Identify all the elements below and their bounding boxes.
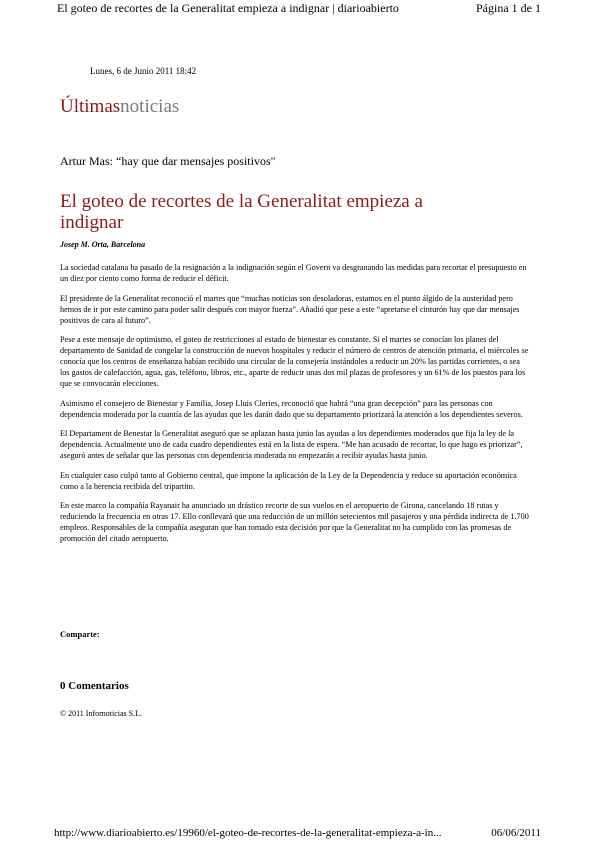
article-paragraph: Pese a este mensaje de optimismo, el goteo de restricciones al estado de bienestar es constante. Si el martes se conocían los planes del departamento de Sanidad de congelar la construcción de nuevos hospitales y reducir el número de centros de atención primaria, el miércoles se conocía que los centros de enseñanza habían recibido una circular de la consejería instándoles a reducir un 20% las partidas corrientes, o sea los gastos de calefacción, agua, gas, teléfono, libros, etc., aparte de reducir unas dos mil plazas de profesores y un 61% de los puestos para los que se convocarán elecciones. bbox=[60, 335, 529, 388]
article-paragraph: En este marco la compañía Rayanair ha anunciado un drástico recorte de sus vuelos en el aeropuerto de Girona, cancelando 18 rutas y reduciendo la frecuencia en otras 17. Ello conllevará que una reducción de un millón setecientos mil pasajeros y una pérdida indirecta de 1.700 empleos. Responsables de la compañía aseguran que han tomado esta decisión por que la Generalitat no ha cumplido con las promesas de promoción del citado aeropuerto. bbox=[60, 501, 529, 543]
publication-date: Lunes, 6 de Junio 2011 18:42 bbox=[90, 66, 197, 76]
article-paragraph: Asimismo el consejero de Bienestar y Familia, Josep Lluis Cleries, reconoció que habrá “una gran decepción” para las personas con dependencia moderada por la cuantía de las ayudas que les darán dado que su departamento priorizará la atención a los dependientes severos. bbox=[60, 398, 523, 419]
print-date: 06/06/2011 bbox=[491, 827, 541, 839]
article-byline: Josep M. Orta, Barcelona bbox=[60, 240, 146, 249]
share-label: Comparte: bbox=[60, 629, 100, 639]
source-url[interactable]: http://www.diarioabierto.es/19960/el-goteo-de-recortes-de-la-generalitat-empieza-a-in... bbox=[54, 827, 442, 839]
comments-heading[interactable]: 0 Comentarios bbox=[60, 680, 129, 692]
article-paragraph: En cualquier caso culpó tanto al Gobierno central, que impone la aplicación de la Ley de la Dependencia y reduce su aportación económica como a la herencia recibida del tripartito. bbox=[60, 470, 517, 491]
page-number: Página 1 de 1 bbox=[476, 1, 541, 15]
article-headline: El goteo de recortes de la Generalitat empieza a indignar bbox=[60, 191, 423, 233]
article-paragraph: El presidente de la Generalitat reconoció el martes que “muchas noticias son desoladoras, estamos en el punto álgido de la austeridad pero hemos de ir por este camino para poder salir después con mayor fuerza”. Añadió que pese a este “apretarse el cinturón hay que dar mensajes positivos de cara al futuro”. bbox=[60, 293, 520, 325]
section-title-part2: noticias bbox=[120, 96, 180, 117]
article-paragraph: El Departament de Benestar la Generalitat aseguró que se aplazan hasta junio las ayudas a los dependientes moderados que fija la ley de la dependencia. Actualmente uno de cada cuadro dependientes está en la lista de espera. “Me han acusado de recortar, lo que hago es priorizar”, aseguró antes de señalar que las personas con dependencia moderada no empezarán a recibir ayudas hasta junio. bbox=[60, 429, 523, 460]
article-paragraph: La sociedad catalana ha pasado de la resignación a la indignación según el Govern va desgranando las medidas para recortar el presupuesto en un diez por ciento como forma de reducir el déficit. bbox=[60, 263, 527, 283]
section-title bbox=[60, 96, 179, 118]
article-kicker: Artur Mas: “hay que dar mensajes positivos" bbox=[60, 154, 276, 168]
article-body bbox=[60, 262, 530, 553]
section-title-part1: Últimas bbox=[60, 96, 121, 117]
copyright-notice: © 2011 Infornoticias S.L. bbox=[60, 709, 142, 718]
document-title: El goteo de recortes de la Generalitat empieza a indignar | diarioabierto bbox=[57, 1, 399, 15]
